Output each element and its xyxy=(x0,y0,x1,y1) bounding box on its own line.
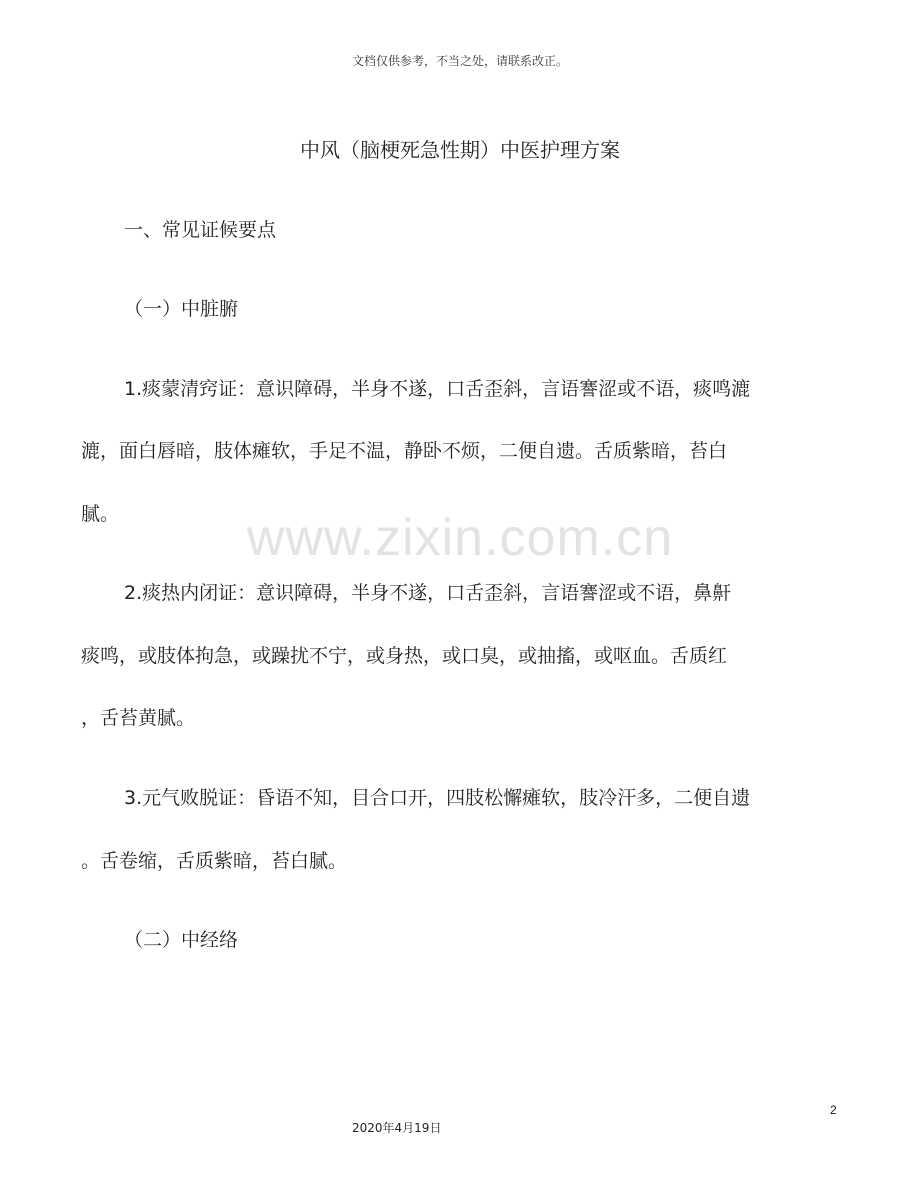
header-note: 文档仅供参考，不当之处，请联系改正。 xyxy=(351,54,568,68)
item-1-line: 漉，面白唇暗，肢体瘫软，手足不温，静卧不烦，二便自遗。舌质紫暗，苔白 xyxy=(81,440,728,462)
page-number: 2 xyxy=(830,1103,837,1117)
document-title: 中风（脑梗死急性期）中医护理方案 xyxy=(300,138,620,162)
subsection-heading-1: （一）中脏腑 xyxy=(124,298,239,320)
section-heading: 一、常见证候要点 xyxy=(124,219,277,241)
subsection-heading-2: （二）中经络 xyxy=(124,929,239,951)
footer-date: 2020年4月19日 xyxy=(352,1121,442,1135)
item-2-line: 痰鸣，或肢体拘急，或躁扰不宁，或身热，或口臭，或抽搐，或呕血。舌质红 xyxy=(81,645,728,667)
item-2-line: 2.痰热内闭证：意识障碍，半身不遂，口舌歪斜，言语謇涩或不语，鼻鼾 xyxy=(124,582,732,604)
item-3-line: 。舌卷缩，舌质紫暗，苔白腻。 xyxy=(81,850,348,872)
item-1-line: 1.痰蒙清窍证：意识障碍，半身不遂，口舌歪斜，言语謇涩或不语，痰鸣漉 xyxy=(124,378,751,400)
item-1-line: 腻。 xyxy=(81,503,120,525)
item-3-line: 3.元气败脱证：昏语不知，目合口开，四肢松懈瘫软，肢冷汗多，二便自遗 xyxy=(124,787,751,809)
item-2-line: ，舌苔黄腻。 xyxy=(81,707,196,729)
watermark: www.zixin.com.cn xyxy=(246,509,674,567)
